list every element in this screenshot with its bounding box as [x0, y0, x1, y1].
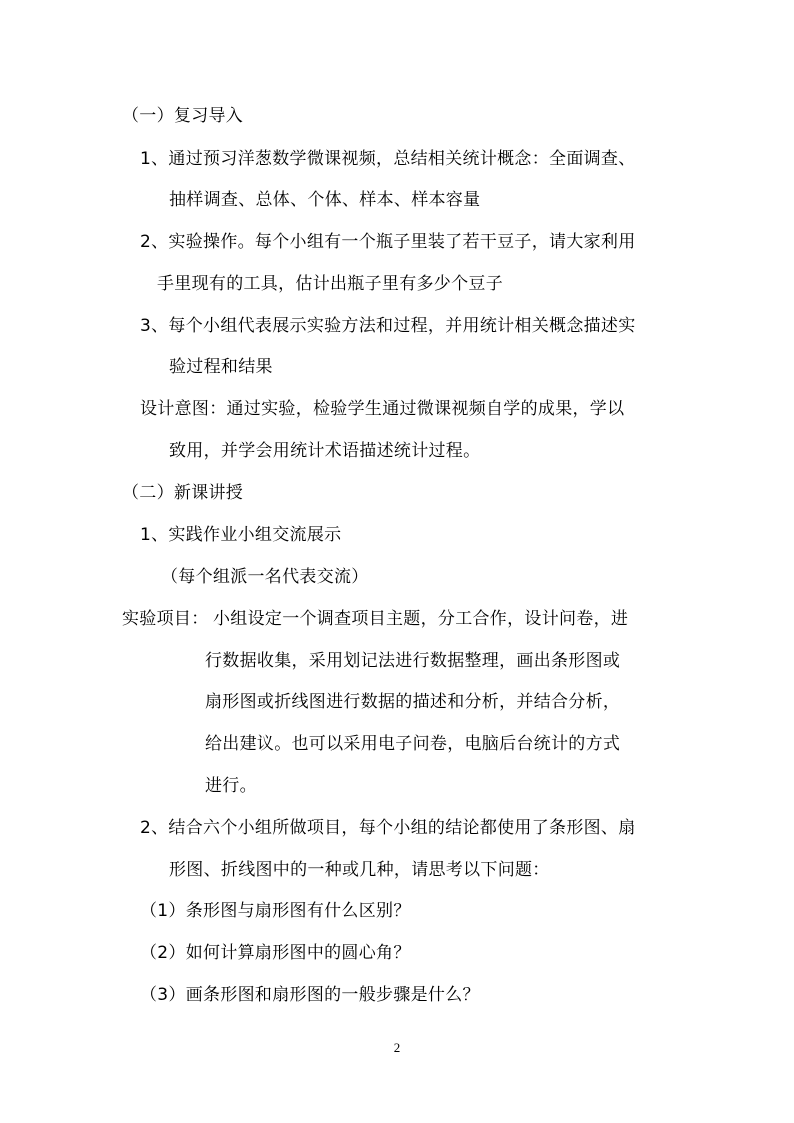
review-item-2-line-1: 2、实验操作。每个小组有一个瓶子里装了若干豆子，请大家利用 [140, 232, 636, 252]
design-intent-line-2: 致用，并学会用统计术语描述统计过程。 [169, 441, 481, 461]
review-item-2-line-2: 手里现有的工具，估计出瓶子里有多少个豆子 [157, 274, 503, 294]
lesson-item-1: 1、实践作业小组交流展示 [140, 525, 342, 545]
design-intent-line-1: 设计意图：通过实验，检验学生通过微课视频自学的成果，学以 [140, 399, 625, 419]
review-item-3-line-2: 验过程和结果 [169, 357, 273, 377]
review-item-1-line-2: 抽样调查、总体、个体、样本、样本容量 [169, 190, 481, 210]
question-1: （1）条形图与扇形图有什么区别？ [140, 901, 411, 921]
review-item-3-line-1: 3、每个小组代表展示实验方法和过程，并用统计相关概念描述实 [140, 316, 636, 336]
project-line-3: 扇形图或折线图进行数据的描述和分析，并结合分析， [205, 692, 621, 712]
question-3: （3）画条形图和扇形图的一般步骤是什么？ [140, 985, 480, 1005]
project-line-2: 行数据收集，采用划记法进行数据整理，画出条形图或 [205, 651, 621, 671]
project-line-4: 给出建议。也可以采用电子问卷，电脑后台统计的方式 [205, 734, 621, 754]
question-2: （2）如何计算扇形图中的圆心角？ [140, 943, 411, 963]
review-item-1-line-1: 1、通过预习洋葱数学微课视频，总结相关统计概念：全面调查、 [140, 149, 636, 169]
project-line-1: 小组设定一个调查项目主题，分工合作，设计问卷，进 [213, 609, 629, 629]
page-number: 2 [393, 1040, 401, 1055]
lesson-item-2-line-1: 2、结合六个小组所做项目，每个小组的结论都使用了条形图、扇 [140, 818, 636, 838]
project-label: 实验项目： [122, 609, 209, 629]
lesson-item-2-line-2: 形图、折线图中的一种或几种，请思考以下问题： [169, 860, 550, 880]
lesson-item-1-note: （每个组派一名代表交流） [161, 567, 369, 587]
section-heading-new-lesson: （二）新课讲授 [122, 483, 244, 503]
section-heading-review: （一）复习导入 [122, 106, 244, 126]
project-line-5: 进行。 [205, 776, 257, 796]
